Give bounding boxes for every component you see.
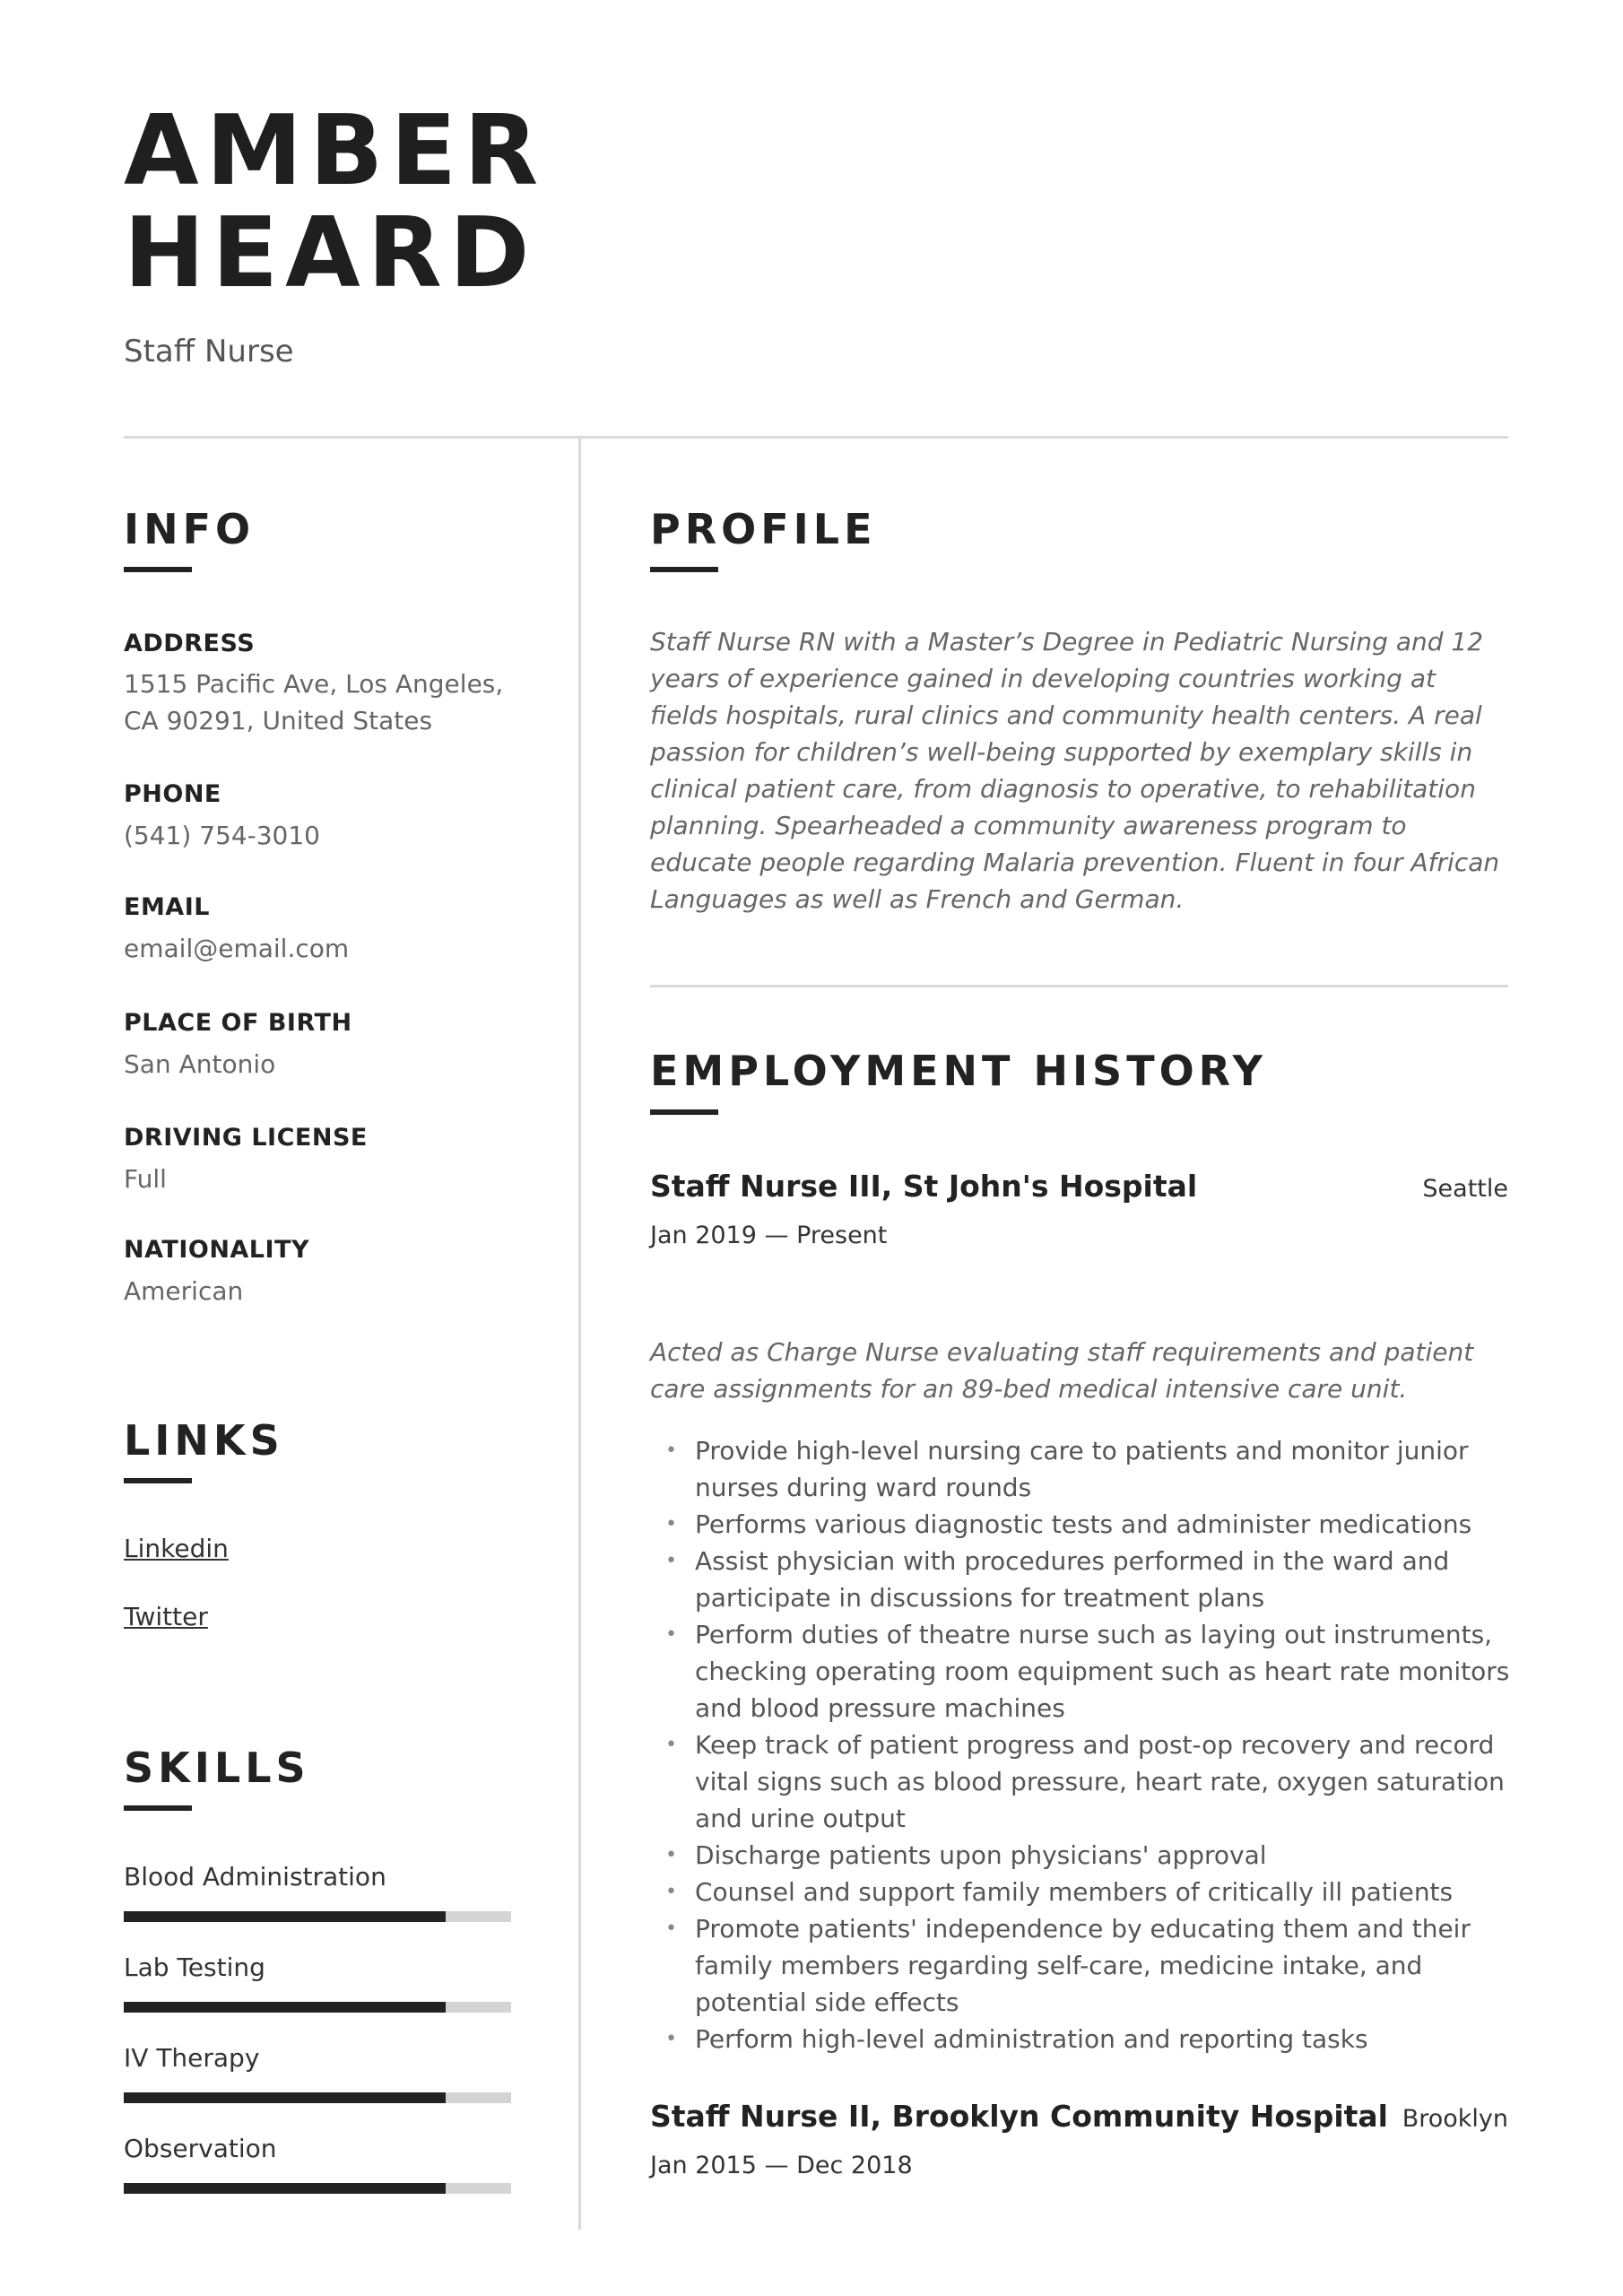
info-heading-underline [124, 567, 192, 572]
employment-heading: EMPLOYMENT HISTORY [650, 1047, 1267, 1095]
list-item [650, 1432, 1511, 1506]
list-item [650, 1543, 1511, 1616]
skill-level-fill [124, 2183, 446, 2194]
info-heading: INFO [124, 505, 256, 553]
phone-label: PHONE [124, 780, 221, 808]
candidate-name [124, 95, 546, 309]
list-item [650, 1910, 1511, 2021]
address-value: 1515 Pacific Ave, Los Angeles, CA 90291, United States [124, 669, 504, 735]
bullet-icon: • [665, 1918, 677, 1940]
job-summary: Acted as Charge Nurse evaluating staff requirements and patient care assignments for an 89-bed medical intensive care unit. [650, 1337, 1474, 1404]
skill-level-bar [124, 2183, 511, 2194]
list-item-text: Perform duties of theatre nurse such as laying out instruments, checking operating room equipment such as heart rate monitors and blood pressure machines [695, 1620, 1510, 1723]
employment-heading-underline [650, 1109, 718, 1115]
skills-heading-underline [124, 1805, 192, 1811]
skill-level-fill [124, 1911, 446, 1922]
list-item-text: Promote patients' independence by educating them and their family members regarding self-care, medicine intake, and potential side effects [695, 1914, 1471, 2017]
skill-name: Blood Administration [124, 1862, 386, 1892]
first-name: AMBER [124, 95, 546, 207]
job-responsibilities [650, 1432, 1511, 2057]
links-heading: LINKS [124, 1416, 284, 1465]
skill-level-bar [124, 2002, 511, 2013]
job-dates: Jan 2015 — Dec 2018 [650, 2152, 913, 2179]
bullet-icon: • [665, 2028, 677, 2050]
section-divider [650, 985, 1508, 987]
list-item-text: Assist physician with procedures performed in the ward and participate in discussions for treatment plans [695, 1546, 1450, 1613]
list-item-text: Discharge patients upon physicians' approval [695, 1840, 1267, 1870]
nationality-value: American [124, 1276, 244, 1306]
profile-summary: Staff Nurse RN with a Master’s Degree in Pediatric Nursing and 12 years of experience gained in developing countries working at fields hospitals, rural clinics and community health centers. A real passion for children’s well-being supported by exemplary skills in clinical patient care, from diagnosis to operative, to rehabilitation planning. Spearheaded a community awareness program to educate people regarding Malaria prevention. Fluent in four African Languages as well as French and German. [650, 627, 1500, 914]
skill-name: IV Therapy [124, 2043, 260, 2073]
phone-value: (541) 754-3010 [124, 821, 320, 850]
email-label: EMAIL [124, 893, 210, 921]
list-item [650, 1506, 1511, 1543]
list-item [650, 1616, 1511, 1726]
skill-name: Lab Testing [124, 1952, 265, 1982]
place-of-birth-value: San Antonio [124, 1049, 276, 1079]
job-dates: Jan 2019 — Present [650, 1222, 888, 1249]
job-title: Staff Nurse [124, 334, 294, 370]
driving-license-value: Full [124, 1164, 167, 1194]
links-heading-underline [124, 1478, 192, 1483]
linkedin-link[interactable]: Linkedin [124, 1534, 229, 1563]
bullet-icon: • [665, 1550, 677, 1572]
bullet-icon: • [665, 1623, 677, 1646]
last-name: HEARD [124, 197, 537, 309]
list-item [650, 2021, 1511, 2057]
driving-license-label: DRIVING LICENSE [124, 1124, 368, 1152]
list-item-text: Perform high-level administration and reporting tasks [695, 2024, 1368, 2054]
job-title: Staff Nurse II, Brooklyn Community Hospital [650, 2099, 1388, 2134]
place-of-birth-label: PLACE OF BIRTH [124, 1009, 352, 1037]
list-item-text: Provide high-level nursing care to patients and monitor junior nurses during ward rounds [695, 1436, 1469, 1502]
twitter-link[interactable]: Twitter [124, 1602, 208, 1631]
list-item [650, 1837, 1511, 1874]
address-label: ADDRESS [124, 630, 256, 657]
header-divider [124, 436, 1508, 439]
job-city: Brooklyn [1402, 2105, 1508, 2133]
bullet-icon: • [665, 1513, 677, 1535]
skill-level-bar [124, 2092, 511, 2103]
bullet-icon: • [665, 1881, 677, 1903]
column-divider [578, 436, 581, 2230]
skills-heading: SKILLS [124, 1744, 310, 1792]
skill-name: Observation [124, 2134, 277, 2163]
list-item [650, 1874, 1511, 1910]
list-item-text: Performs various diagnostic tests and administer medications [695, 1509, 1472, 1539]
list-item-text: Keep track of patient progress and post-op recovery and record vital signs such as blood pressure, heart rate, oxygen saturation and urine output [695, 1730, 1505, 1833]
bullet-icon: • [665, 1844, 677, 1866]
skill-level-fill [124, 2002, 446, 2013]
job-title: Staff Nurse III, St John's Hospital [650, 1169, 1198, 1204]
nationality-label: NATIONALITY [124, 1236, 310, 1264]
email-value: email@email.com [124, 934, 350, 963]
profile-heading-underline [650, 567, 718, 572]
list-item [650, 1726, 1511, 1837]
skill-level-bar [124, 1911, 511, 1922]
skill-level-fill [124, 2092, 446, 2103]
job-city: Seattle [1422, 1175, 1508, 1203]
bullet-icon: • [665, 1734, 677, 1756]
list-item-text: Counsel and support family members of critically ill patients [695, 1877, 1454, 1907]
bullet-icon: • [665, 1439, 677, 1462]
profile-heading: PROFILE [650, 505, 877, 553]
